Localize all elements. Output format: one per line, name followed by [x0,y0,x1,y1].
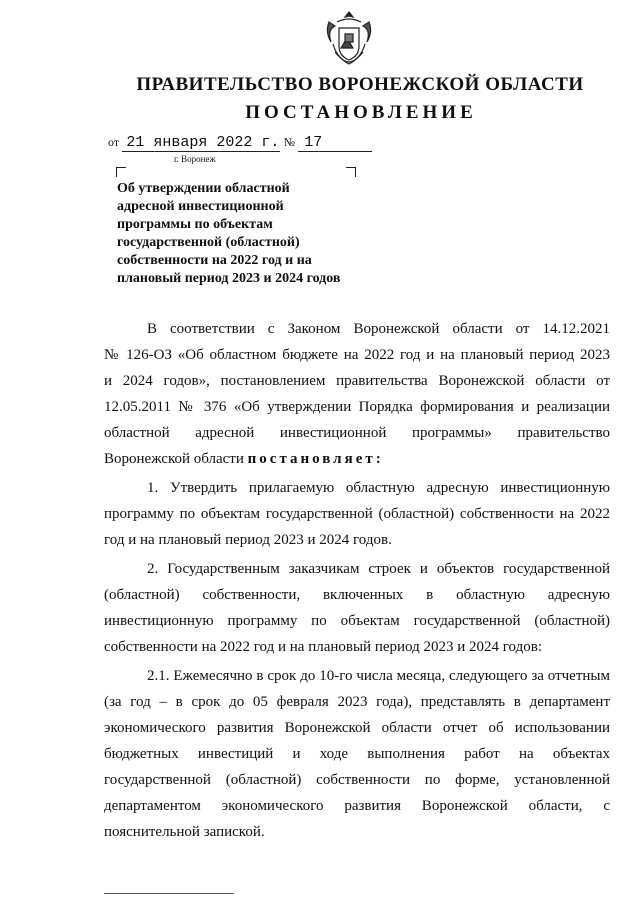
body-line: 1. Утвердить прилагаемую областную адресную инвестиционную [147,480,610,496]
subject-line: адресной инвестиционной [117,199,284,214]
body-line: программу по объектам государственной (областной) собственности на 2022 [104,506,610,522]
body-line: (областной) собственности, включенных в областную адресную [104,587,610,603]
paragraph-preamble [104,316,610,472]
body-line: собственности на 2022 год и на плановый период 2023 и 2024 годов: [104,639,543,655]
document-date: 21 января 2022 г. [122,134,280,152]
document-type: ПОСТАНОВЛЕНИЕ [245,102,477,123]
body-line: областной адресной инвестиционной программы» правительство [104,425,610,441]
subject-corner-right [346,167,356,177]
body-text: Воронежской области [104,451,248,467]
subject-line: программы по объектам [117,217,273,232]
body-line: инвестиционную программу по объектам государственной (областной) [104,613,610,629]
paragraph-item-2 [104,556,610,660]
resolves-word: постановляет: [247,451,384,467]
government-name: ПРАВИТЕЛЬСТВО ВОРОНЕЖСКОЙ ОБЛАСТИ [136,74,584,95]
body-line: пояснительной запиской. [104,824,265,840]
body-line: государственной (областной) собственности по форме, установленной [104,772,610,788]
subject-corner-left [116,167,126,177]
body-line: год и на плановый период 2023 и 2024 годов. [104,532,392,548]
paragraph-item-1 [104,475,610,553]
body-line: экономического развития Воронежской области отчет об использовании [104,720,610,736]
document-date-line [108,134,372,152]
date-label: от [108,135,120,149]
document-subject [117,180,377,288]
body-line: № 126-ОЗ «Об областном бюджете на 2022 год и на плановый период 2023 [104,347,610,363]
document-number: 17 [298,134,372,152]
body-line: 2.1. Ежемесячно в срок до 10-го числа месяца, следующего за отчетным [147,668,610,684]
body-line: 2. Государственным заказчикам строек и объектов государственной [147,561,610,577]
body-line: бюджетных инвестиций и ходе выполнения работ на объектах [104,746,610,762]
body-line: и 2024 годов», постановлением правительства Воронежской области от [104,373,610,389]
body-line: (за год – в срок до 05 февраля 2023 года), представлять в департамент [104,694,610,710]
document-city: г. Воронеж [174,154,216,164]
body-line [104,446,610,472]
paragraph-item-2-1 [104,663,610,845]
subject-line: собственности на 2022 год и на [117,253,312,268]
number-label: № [283,135,296,149]
subject-line: плановый период 2023 и 2024 годов [117,271,341,286]
body-line: В соответствии с Законом Воронежской области от 14.12.2021 [147,321,610,337]
subject-line: государственной (областной) [117,235,300,250]
coat-of-arms-icon [323,8,375,70]
document-body [104,316,610,845]
body-line: департаментом экономического развития Воронежской области, с [104,798,610,814]
body-line: 12.05.2011 № 376 «Об утверждении Порядка формирования и реализации [104,399,610,415]
subject-line: Об утверждении областной [117,181,290,196]
footer-divider [104,893,234,894]
